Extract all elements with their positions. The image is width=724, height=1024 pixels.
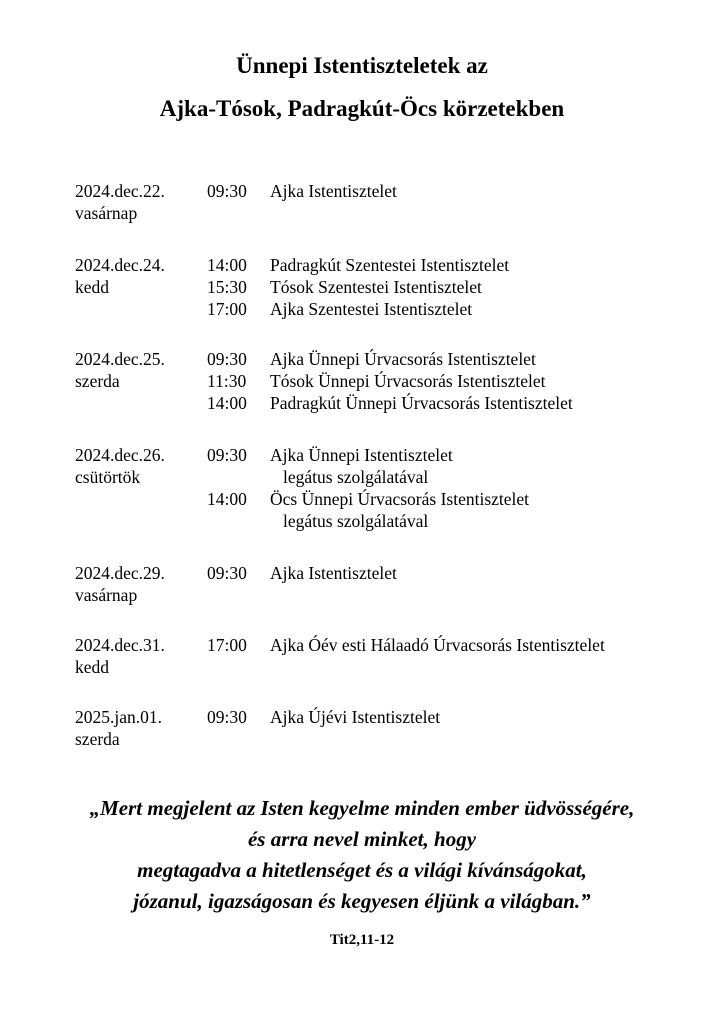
service-row [0,706,724,728]
service-description: Ajka Óév esti Hálaadó Úrvacsorás Istentisztelet [270,635,605,655]
quote-line: megtagadva a hitetlenséget és a világi kívánságokat, [137,858,587,882]
entry-day: szerda [75,371,120,391]
quote-line: józanul, igazságosan és kegyesen éljünk a világban.” [133,889,591,913]
service-note-row [0,466,724,488]
entry-day: vasárnap [75,203,138,223]
service-row [0,276,724,298]
quote-line: „Mert megjelent az Isten kegyelme minden ember üdvösségére, [89,796,635,820]
entry-date: 2024.dec.29. [75,563,165,583]
entry-date: 2025.jan.01. [75,707,163,727]
quote-reference: Tit2,11-12 [329,932,395,948]
service-note: legátus szolgálatával [283,467,429,487]
entry-day: szerda [75,729,120,749]
service-description: Tósok Ünnepi Úrvacsorás Istentisztelet [270,371,546,391]
service-time: 15:30 [207,277,247,297]
entry-date: 2024.dec.26. [75,445,165,465]
bible-quote [0,793,724,917]
service-description: Ajka Istentisztelet [270,181,397,201]
service-row [0,254,724,276]
service-row [0,634,724,656]
title-line-2: Ajka-Tósok, Padragkút-Öcs körzetekben [159,96,565,121]
service-description: Ajka Istentisztelet [270,563,397,583]
service-description: Padragkút Ünnepi Úrvacsorás Istentisztelet [270,393,573,413]
entry-day: vasárnap [75,585,138,605]
service-row [0,370,724,392]
entry-day: kedd [75,277,110,297]
entry-day: csütörtök [75,467,141,487]
service-time: 09:30 [207,445,247,465]
service-description: Ajka Ünnepi Úrvacsorás Istentisztelet [270,349,536,369]
service-row [0,562,724,584]
service-row [0,444,724,466]
service-time: 09:30 [207,181,247,201]
service-time: 09:30 [207,707,247,727]
service-time: 17:00 [207,635,247,655]
service-time: 09:30 [207,349,247,369]
service-description: Öcs Ünnepi Úrvacsorás Istentisztelet [270,489,530,509]
service-row [0,180,724,202]
service-description: Ajka Újévi Istentisztelet [270,707,441,727]
entry-day: kedd [75,657,110,677]
service-row [0,348,724,370]
service-time: 11:30 [207,371,247,391]
title-line-1: Ünnepi Istentiszteletek az [236,53,488,78]
service-time: 17:00 [207,299,247,319]
service-time: 09:30 [207,563,247,583]
service-time: 14:00 [207,393,247,413]
service-description: Tósok Szentestei Istentisztelet [270,277,482,297]
service-note-row [0,510,724,532]
service-row [0,488,724,510]
service-row [0,298,724,320]
entry-date: 2024.dec.25. [75,349,165,369]
service-row [0,392,724,414]
entry-date: 2024.dec.31. [75,635,165,655]
quote-line: és arra nevel minket, hogy [247,827,477,851]
service-time: 14:00 [207,255,247,275]
service-time: 14:00 [207,489,247,509]
service-description: Ajka Szentestei Istentisztelet [270,299,473,319]
service-description: Ajka Ünnepi Istentisztelet [270,445,453,465]
service-note: legátus szolgálatával [283,511,429,531]
entry-date: 2024.dec.22. [75,181,165,201]
service-description: Padragkút Szentestei Istentisztelet [270,255,510,275]
entry-date: 2024.dec.24. [75,255,165,275]
